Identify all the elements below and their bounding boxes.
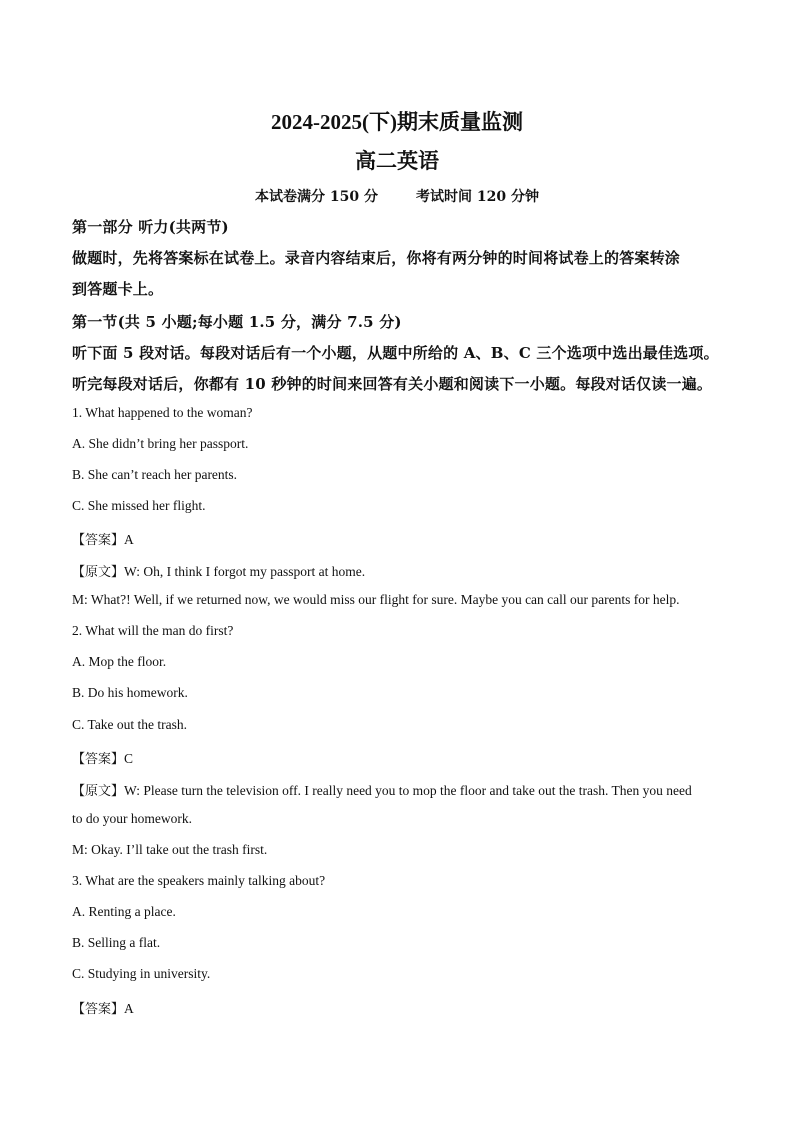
exam-meta xyxy=(0,186,794,206)
section-heading: 第一节(共 5 小题;每小题 1.5 分，满分 7.5 分) xyxy=(72,313,402,331)
transcript-line xyxy=(72,561,365,580)
part-heading: 第一部分 听力(共两节) xyxy=(72,218,229,236)
section-instruction-line: 听完每段对话后，你都有 10 秒钟的时间来回答有关小题和阅读下一小题。每段对话仅读一遍。 xyxy=(72,375,713,393)
exam-title: 2024-2025(下)期末质量监测 xyxy=(271,110,523,134)
transcript-label: 【原文】 xyxy=(72,565,125,580)
option-b: B. She can’t reach her parents. xyxy=(72,467,238,482)
transcript-text: to do your homework. xyxy=(72,811,192,826)
option-c: C. She missed her flight. xyxy=(72,498,206,513)
transcript-text: M: Okay. I’ll take out the trash first. xyxy=(72,842,268,857)
answer-label: 【答案】 xyxy=(72,1002,125,1017)
option-b: B. Selling a flat. xyxy=(72,935,161,950)
exam-subtitle: 高二英语 xyxy=(355,149,439,173)
transcript-text: W: Please turn the television off. I really need you to mop the floor and take out the trash. Then you need xyxy=(124,783,692,798)
answer-label: 【答案】 xyxy=(72,533,125,548)
option-a: A. Mop the floor. xyxy=(72,654,167,669)
section-instruction-line: 听下面 5 段对话。每段对话后有一个小题，从题中所给的 A、B、C 三个选项中选出最佳选项。 xyxy=(72,344,719,362)
instruction-line: 做题时，先将答案标在试卷上。录音内容结束后，你将有两分钟的时间将试卷上的答案转涂 xyxy=(72,249,681,267)
question-text: 3. What are the speakers mainly talking about? xyxy=(72,873,326,888)
answer-label: 【答案】 xyxy=(72,752,125,767)
transcript-text: M: What?! Well, if we returned now, we would miss our flight for sure. Maybe you can call our parents for help. xyxy=(72,592,680,607)
option-a: A. She didn’t bring her passport. xyxy=(72,436,249,451)
transcript-label: 【原文】 xyxy=(72,784,125,799)
answer-value: A xyxy=(124,1001,134,1016)
option-b: B. Do his homework. xyxy=(72,685,188,700)
option-a: A. Renting a place. xyxy=(72,904,176,919)
option-c: C. Take out the trash. xyxy=(72,717,188,732)
answer-line xyxy=(72,748,133,767)
transcript-line xyxy=(72,780,692,799)
transcript-text: W: Oh, I think I forgot my passport at home. xyxy=(124,564,366,579)
option-c: C. Studying in university. xyxy=(72,966,211,981)
question-text: 2. What will the man do first? xyxy=(72,623,234,638)
answer-value: C xyxy=(124,751,134,766)
time-info: 考试时间 120 分钟 xyxy=(416,189,539,205)
answer-line xyxy=(72,998,134,1017)
score-info: 本试卷满分 150 分 xyxy=(255,189,378,205)
question-text: 1. What happened to the woman? xyxy=(72,405,253,420)
answer-line xyxy=(72,529,134,548)
answer-value: A xyxy=(124,532,134,547)
instruction-line: 到答题卡上。 xyxy=(72,280,164,298)
